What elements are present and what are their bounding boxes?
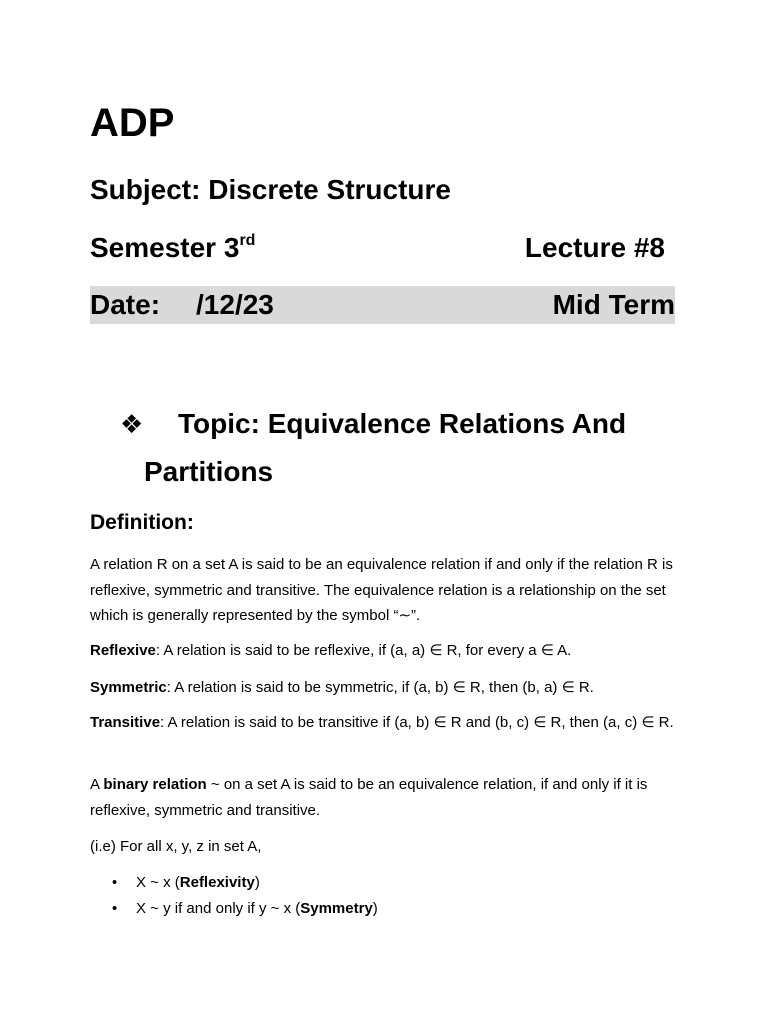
- semester-ordinal: rd: [239, 232, 256, 249]
- list-item-post: ): [372, 900, 378, 917]
- property-list: [112, 870, 672, 922]
- binary-term: binary relation: [103, 776, 207, 793]
- list-item-text: [136, 870, 260, 896]
- semester-row: [90, 229, 675, 267]
- binary-prefix: A: [90, 776, 104, 793]
- bullet-dot-icon: •: [112, 874, 118, 891]
- term-label: Mid Term: [552, 289, 675, 320]
- date-value: /12/23: [196, 289, 274, 320]
- list-item-pre: X ~ x (: [136, 874, 180, 891]
- transitive-term: Transitive: [90, 714, 161, 731]
- symmetric-term: Symmetric: [90, 679, 167, 696]
- list-item-term: Reflexivity: [179, 874, 255, 891]
- list-item-term: Symmetry: [300, 900, 373, 917]
- topic-heading: [120, 400, 680, 496]
- transitive-paragraph: [90, 710, 682, 736]
- symmetric-paragraph: [90, 675, 682, 701]
- lecture-number: Lecture #8: [524, 232, 665, 263]
- binary-text: ~ on a set A is said to be an equivalence relation, if and only if it is reflexive, symmetric and transitive.: [90, 776, 648, 819]
- date-field: [90, 286, 274, 324]
- semester-text: Semester 3: [90, 232, 240, 263]
- list-item: [112, 870, 672, 896]
- definition-heading: Definition:: [90, 511, 194, 534]
- document-title: ADP: [90, 101, 175, 145]
- reflexive-paragraph: [90, 638, 682, 664]
- forall-paragraph: (i.e) For all x, y, z in set A,: [90, 838, 262, 855]
- diamond-bullet-icon: ❖: [120, 409, 144, 439]
- binary-relation-paragraph: [90, 772, 682, 823]
- reflexive-text: : A relation is said to be reflexive, if (a, a) ∈ R, for every a ∈ A.: [155, 642, 572, 659]
- reflexive-term: Reflexive: [90, 642, 156, 659]
- semester-label: [90, 229, 255, 267]
- transitive-text: : A relation is said to be transitive if (a, b) ∈ R and (b, c) ∈ R, then (a, c) ∈ R.: [160, 714, 674, 731]
- topic-line-1: Topic: Equivalence Relations And: [178, 408, 627, 439]
- symmetric-text: : A relation is said to be symmetric, if (a, b) ∈ R, then (b, a) ∈ R.: [166, 679, 594, 696]
- list-item-pre: X ~ y if and only if y ~ x (: [136, 900, 301, 917]
- list-item-post: ): [254, 874, 260, 891]
- bullet-dot-icon: •: [112, 900, 118, 917]
- date-label: Date:: [90, 289, 161, 320]
- date-row: [90, 286, 675, 324]
- list-item: [112, 896, 672, 922]
- topic-line-2: Partitions: [144, 456, 274, 487]
- list-item-text: [136, 896, 378, 922]
- definition-paragraph: A relation R on a set A is said to be an equivalence relation if and only if the relation R is reflexive, symmetric and transitive. The equivalence relation is a relationship on the set which is generally represented by the symbol “∼”.: [90, 556, 673, 624]
- subject-heading: Subject: Discrete Structure: [90, 174, 451, 205]
